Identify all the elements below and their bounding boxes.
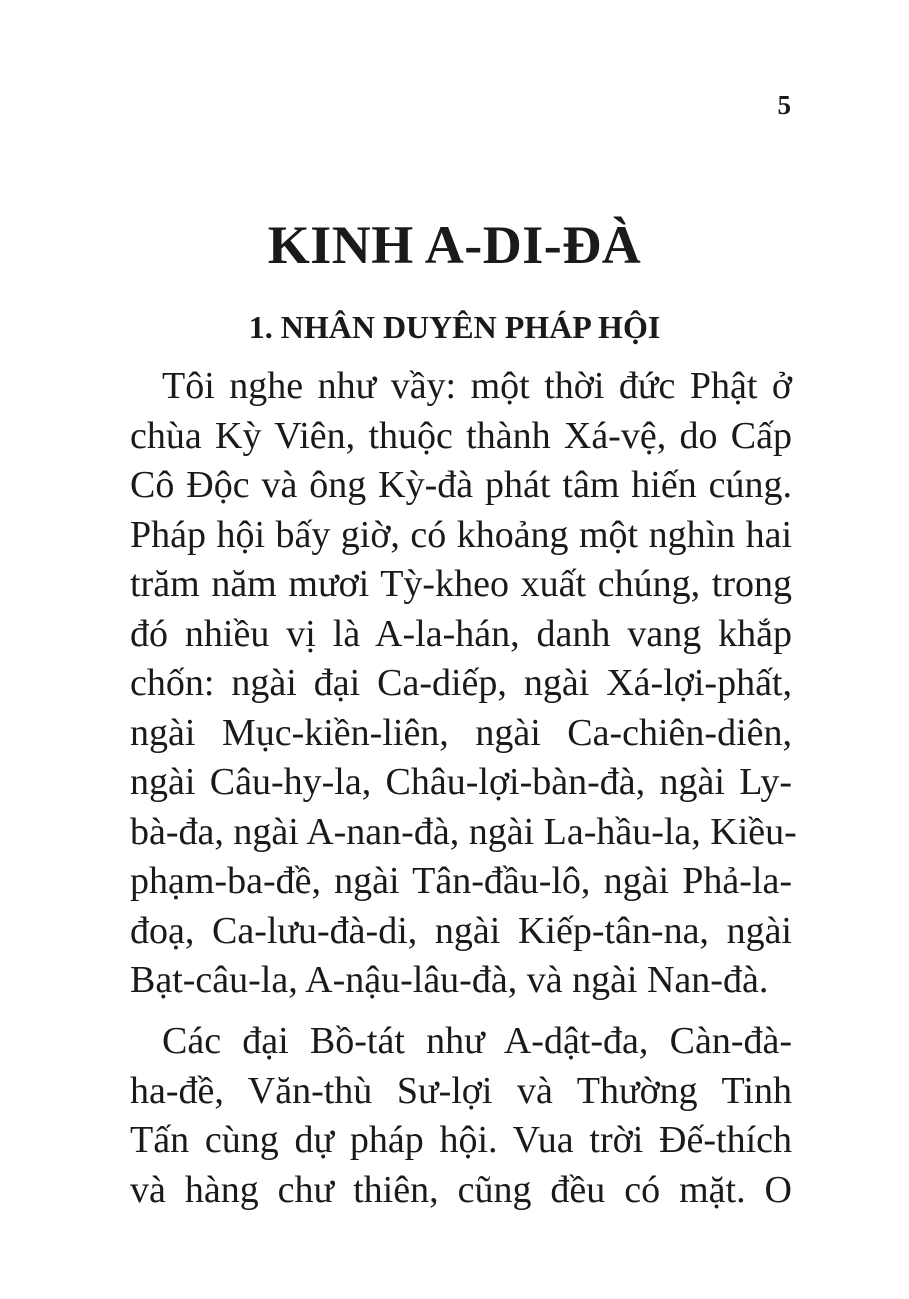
text-line: phạm-ba-đề, ngài Tân-đầu-lô, ngài Phả-la- [130, 860, 792, 902]
text-line: Tôi nghe như vầy: một thời đức Phật ở [162, 365, 792, 407]
text-line: chùa Kỳ Viên, thuộc thành Xá-vệ, do Cấp [130, 414, 792, 457]
text-line: Các đại Bồ-tát như A-dật-đa, Càn-đà- [162, 1020, 792, 1062]
text-line: Cô Độc và ông Kỳ-đà phát tâm hiến cúng. [130, 464, 792, 506]
text-line: chốn: ngài đại Ca-diếp, ngài Xá-lợi-phất, [130, 662, 792, 704]
text-line: đó nhiều vị là A-la-hán, danh vang khắp [130, 612, 792, 655]
text-line: ngài Mục-kiền-liên, ngài Ca-chiên-diên, [130, 711, 792, 754]
text-line: đoạ, Ca-lưu-đà-di, ngài Kiếp-tân-na, ngài [130, 909, 792, 952]
text-line: bà-đa, ngài A-nan-đà, ngài La-hầu-la, Kiều- [130, 810, 797, 853]
text-line: và hàng chư thiên, cũng đều có mặt. O [130, 1168, 792, 1211]
page-title: KINH A-DI-ĐÀ [267, 215, 642, 275]
page-number: 5 [777, 90, 791, 120]
text-line: ha-đề, Văn-thù Sư-lợi và Thường Tinh [130, 1069, 792, 1112]
text-line: Tấn cùng dự pháp hội. Vua trời Đế-thích [130, 1119, 792, 1161]
text-line: ngài Câu-hy-la, Châu-lợi-bàn-đà, ngài Ly- [130, 761, 792, 803]
text-line: trăm năm mươi Tỳ-kheo xuất chúng, trong [130, 563, 792, 605]
text-line: Bạt-câu-la, A-nậu-lâu-đà, và ngài Nan-đà. [130, 959, 769, 1001]
paragraph-1 [130, 362, 797, 1006]
text-line: Pháp hội bấy giờ, có khoảng một nghìn hai [130, 513, 792, 556]
section-title: 1. NHÂN DUYÊN PHÁP HỘI [248, 309, 661, 345]
paragraph-2 [130, 1017, 792, 1215]
